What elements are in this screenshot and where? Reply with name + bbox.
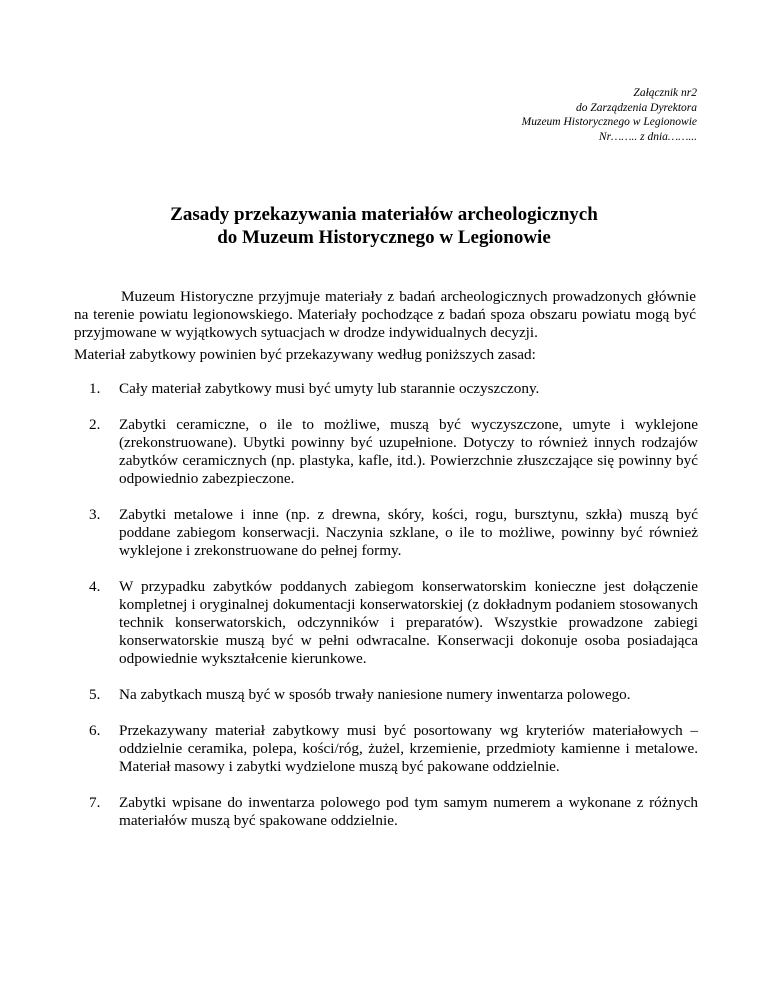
annex-header: [397, 86, 697, 144]
title-line-2: do Muzeum Historycznego w Legionowie: [217, 227, 551, 248]
rule-text: Cały materiał zabytkowy musi być umyty lub starannie oczyszczony.: [119, 380, 540, 397]
document-title: [74, 203, 694, 249]
rule-number: 3.: [89, 506, 101, 523]
rule-number: 4.: [89, 578, 101, 595]
rule-number: 2.: [89, 416, 101, 433]
rule-item: [74, 578, 698, 668]
title-line-1: Zasady przekazywania materiałów archeologicznych: [170, 204, 598, 225]
rule-text: Zabytki metalowe i inne (np. z drewna, skóry, kości, rogu, bursztynu, szkła) muszą być poddane zabiegom konserwacji. Naczynia szklane, o ile to możliwe, powinny być również wyklejone i zrekonstruowane do pełnej formy.: [119, 506, 698, 559]
rule-item: [74, 380, 698, 398]
annex-regulation: do Zarządzenia Dyrektora: [576, 101, 697, 114]
rule-number: 6.: [89, 722, 101, 739]
rule-text: Zabytki wpisane do inwentarza polowego pod tym samym numerem a wykonane z różnych materiałów muszą być spakowane oddzielnie.: [119, 794, 698, 829]
annex-museum: Muzeum Historycznego w Legionowie: [521, 116, 697, 128]
rule-number: 1.: [89, 380, 101, 397]
rule-item: [74, 686, 698, 704]
rule-number: 7.: [89, 794, 101, 811]
rule-item: [74, 722, 698, 776]
rule-text: W przypadku zabytków poddanych zabiegom konserwatorskim konieczne jest dołączenie kompletnej i oryginalnej dokumentacji konserwatorskiej (z dokładnym podaniem stosowanych technik konserwatorskich, odczynników i preparatów). Wszystkie prowadzone zabiegi konserwatorskie muszą być w pełni odwracalne. Konserwacji dokonuje osoba posiadająca odpowiednie wykształcenie kierunkowe.: [119, 578, 698, 667]
rule-item: [74, 794, 698, 830]
rule-item: [74, 416, 698, 488]
rules-list: [74, 380, 698, 848]
annex-date: Nr…….. z dnia……...: [598, 130, 697, 143]
rule-number: 5.: [89, 686, 101, 703]
intro-paragraph: Muzeum Historyczne przyjmuje materiały z badań archeologicznych prowadzonych głównie na terenie powiatu legionowskiego. Materiały pochodzące z badań spoza obszaru powiatu mogą być przyjmowane w wyjątkowych sytuacjach w drodze indywidualnych decyzji.: [74, 288, 696, 341]
rule-text: Na zabytkach muszą być w sposób trwały naniesione numery inwentarza polowego.: [119, 686, 631, 703]
annex-number: Załącznik nr2: [633, 87, 697, 99]
rules-lead-in: Materiał zabytkowy powinien być przekazywany według poniższych zasad:: [74, 346, 536, 363]
rule-text: Przekazywany materiał zabytkowy musi być posortowany wg kryteriów materiałowych – oddzielnie ceramika, polepa, kości/róg, żużel, krzemienie, przedmioty kamienne i metalowe. Materiał masowy i zabytki wydzielone muszą być pakowane oddzielnie.: [119, 722, 698, 775]
rule-item: [74, 506, 698, 560]
rule-text: Zabytki ceramiczne, o ile to możliwe, muszą być wyczyszczone, umyte i wyklejone (zrekonstruowane). Ubytki powinny być uzupełnione. Dotyczy to również innych rodzajów zabytków ceramicznych (np. plastyka, kafle, itd.). Powierzchnie złuszczające się powinny być odpowiednio zabezpieczone.: [119, 416, 698, 487]
